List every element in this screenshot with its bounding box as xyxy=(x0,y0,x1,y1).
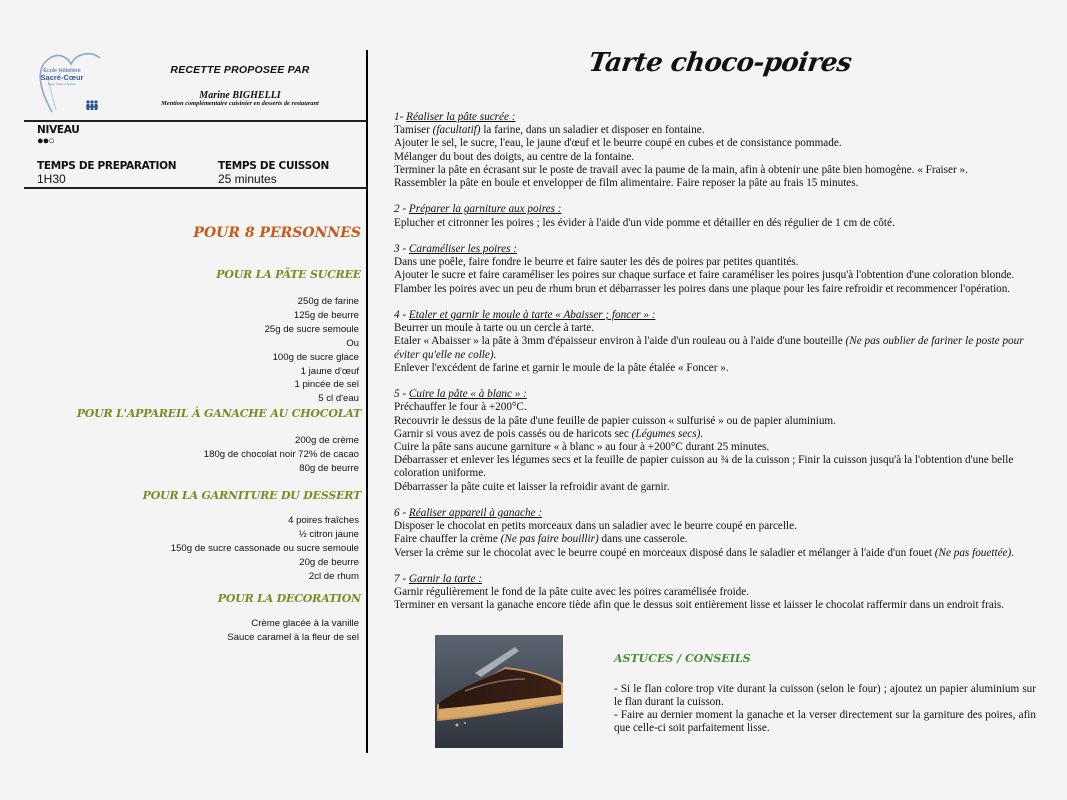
ingredient-item: 200g de crème xyxy=(295,435,359,446)
ingredient-list-decoration xyxy=(227,617,359,645)
step-number: 6 - xyxy=(394,507,407,520)
ingredient-item: 5 cl d'eau xyxy=(318,393,359,405)
author-name: Marine BIGHELLI xyxy=(199,90,281,101)
step-text: Beurrer un moule à tarte ou un cercle à tarte. xyxy=(394,322,595,335)
ingredient-item: 1 jaune d'œuf xyxy=(300,365,359,377)
step-line xyxy=(394,520,1049,533)
recipe-steps xyxy=(394,111,1049,626)
recipe-step xyxy=(394,243,1049,296)
prep-time-label: TEMPS DE PREPARATION xyxy=(37,160,177,172)
logo-line1: École Hôtelière xyxy=(43,68,81,74)
recipe-step xyxy=(394,111,1049,190)
step-number: 5 - xyxy=(394,388,407,401)
step-text: Ajouter le sucre et faire caraméliser les poires sur chaque surface et faire caraméliser les poires jusqu'à l'obtention d'une coloration blonde. xyxy=(394,269,1015,282)
step-text: Verser la crème sur le chocolat avec le beurre coupé en morceaux disposé dans le saladier et mélanger à l'aide d'un fouet xyxy=(394,546,935,559)
step-number: 4 - xyxy=(394,309,407,321)
cook-time-value: 25 minutes xyxy=(218,172,277,186)
step-text: Dans une poêle, faire fondre le beurre et faire sauter les dés de poires par petites quantités. xyxy=(394,256,799,269)
ingredient-item: Ou xyxy=(346,337,359,349)
logo-line2: Sacré-Cœur xyxy=(40,73,84,82)
step-note: (Ne pas faire bouillir) xyxy=(500,533,599,546)
step-text: Flamber les poires avec un peu de rhum brun et débarrasser les poires dans une plaque pour les faire refroidir et recommencer l'opération. xyxy=(394,282,1011,295)
tip-item: - Si le flan colore trop vite durant la cuisson (selon le four) ; ajoutez un papier aluminium sur le flan durant la cuisson. xyxy=(614,683,1036,708)
step-line xyxy=(394,599,1049,612)
step-line xyxy=(394,586,1049,599)
step-line xyxy=(394,415,1049,428)
step-line xyxy=(394,217,1049,230)
step-note: (Ne pas fouettée). xyxy=(934,546,1015,559)
step-title xyxy=(394,573,1049,586)
tart-photo-image xyxy=(435,635,563,748)
step-text: Garnir si vous avez de pois cassés ou de haricots sec xyxy=(394,427,632,440)
ingredient-item: 250g de farine xyxy=(297,296,359,307)
people-icon xyxy=(86,100,98,110)
prep-time-value: 1H30 xyxy=(37,172,66,186)
step-number: 1- xyxy=(394,111,404,123)
step-line xyxy=(394,547,1049,560)
ingredient-item: 1 pincée de sel xyxy=(294,379,359,391)
step-text: Eplucher et citronner les poires ; les évider à l'aide d'un vide pomme et détailler en dés régulier de 1 cm de côté. xyxy=(394,216,895,229)
step-number: 2 - xyxy=(394,203,407,216)
step-title xyxy=(394,243,1049,256)
recipe-step xyxy=(394,388,1049,494)
level-rating-icon: ●●○ xyxy=(37,135,54,147)
step-line xyxy=(394,269,1049,282)
step-text: Cuire la pâte sans aucune garniture « à blanc » au four à +200°C durant 25 minutes. xyxy=(394,441,770,454)
ingredient-item: 2cl de rhum xyxy=(308,570,359,582)
ingredient-item: Sauce caramel à la fleur de sel xyxy=(227,631,359,643)
ingredient-item: 150g de sucre cassonade ou sucre semoule xyxy=(170,542,359,554)
step-text: la farine, dans un saladier et disposer en fontaine. xyxy=(480,124,705,137)
step-title xyxy=(394,388,1049,401)
cook-time-label: TEMPS DE CUISSON xyxy=(218,160,329,172)
meta-divider xyxy=(24,187,367,189)
servings-heading: POUR 8 PERSONNES xyxy=(193,225,361,241)
step-title xyxy=(394,309,1049,322)
step-line xyxy=(394,322,1049,335)
ingredient-list-ganache xyxy=(204,434,359,476)
step-line xyxy=(394,151,1049,164)
section-title-garniture: POUR LA GARNITURE DU DESSERT xyxy=(142,489,361,502)
step-title-text: Caraméliser les poires : xyxy=(408,243,517,255)
step-line xyxy=(394,481,1049,494)
step-title-text: Préparer la garniture aux poires : xyxy=(408,203,562,216)
ingredient-item: 4 poires fraîches xyxy=(288,515,359,526)
section-title-decoration: POUR LA DECORATION xyxy=(217,592,361,605)
header-divider xyxy=(24,120,367,122)
level-label: NIVEAU xyxy=(37,124,80,136)
step-line xyxy=(394,164,1049,177)
step-text: dans une casserole. xyxy=(598,533,688,546)
step-number: 3 - xyxy=(394,243,407,255)
ingredient-item: 180g de chocolat noir 72% de cacao xyxy=(203,448,359,460)
step-text: Terminer en versant la ganache encore tiède afin que le dessus soit entièrement lisse et laisser le chocolat raffermir dans un endroit frais. xyxy=(394,599,1005,612)
ingredient-list-garniture xyxy=(171,514,359,584)
recipe-step xyxy=(394,507,1049,560)
step-title xyxy=(394,507,1049,520)
step-text: Tamiser xyxy=(394,124,433,137)
step-number: 7 - xyxy=(394,573,407,586)
step-text: Mélanger du bout des doigts, au centre de la fontaine. xyxy=(394,150,635,163)
section-title-pate-sucree: POUR LA PÂTE SUCREE xyxy=(216,268,361,281)
ingredient-item: 125g de beurre xyxy=(293,309,359,321)
ingredient-item: Crème glacée à la vanille xyxy=(251,618,359,629)
tip-item: - Faire au dernier moment la ganache et la verser directement sur la garniture des poires, afin que celle-ci soit parfaitement lisse. xyxy=(614,709,1036,734)
step-title xyxy=(394,203,1049,216)
recipe-step xyxy=(394,203,1049,229)
step-title xyxy=(394,111,1049,124)
ingredient-item: ½ citron jaune xyxy=(298,528,359,540)
step-note: (facultatif) xyxy=(432,124,481,137)
step-line xyxy=(394,428,1049,441)
tips-list xyxy=(614,683,1036,735)
step-title-text: Etaler et garnir le moule à tarte « Abaisser ; foncer » : xyxy=(408,309,656,321)
step-text: Rassembler la pâte en boule et envelopper de film alimentaire. Faire reposer la pâte au frais 15 minutes. xyxy=(394,177,859,190)
ingredient-item: 80g de beurre xyxy=(299,462,359,474)
step-line xyxy=(394,137,1049,150)
ingredient-item: 20g de beurre xyxy=(299,556,359,568)
step-text: Garnir régulièrement le fond de la pâte cuite avec les poires caramélisée froide. xyxy=(394,586,750,599)
step-text: Disposer le chocolat en petits morceaux dans un saladier avec le beurre coupé en parcelle. xyxy=(394,520,797,533)
author-mention: Mention complémentaire cuisinier en desserts de restaurant xyxy=(161,100,319,107)
step-title-text: Garnir la tarte : xyxy=(408,573,482,586)
school-logo xyxy=(36,50,106,118)
step-line xyxy=(394,124,1049,137)
step-line xyxy=(394,454,1049,480)
step-text: Préchauffer le four à +200°C. xyxy=(394,401,527,414)
heart-logo-icon xyxy=(36,50,106,118)
step-line xyxy=(394,441,1049,454)
recipe-step xyxy=(394,573,1049,613)
step-line xyxy=(394,533,1049,546)
step-line xyxy=(394,401,1049,414)
step-text: Débarrasser et enlever les légumes secs et la feuille de papier cuisson au ¾ de la cuisson ; Finir la cuisson jusqu'à la l'obtention d'une belle coloration uniforme. xyxy=(394,454,1014,480)
logo-line3: Saint Chély d'Apcher xyxy=(48,82,76,86)
step-title-text: Réaliser la pâte sucrée : xyxy=(406,111,516,123)
step-title-text: Cuire la pâte « à blanc » : xyxy=(408,388,527,401)
step-text: Recouvrir le dessus de la pâte d'une feuille de papier cuisson « sulfurisé » ou de papier aluminium. xyxy=(394,414,836,427)
step-text: Etaler « Abaisser » la pâte à 3mm d'épaisseur environ à l'aide d'un rouleau ou à l'aide d'une bouteille xyxy=(394,335,846,348)
step-line xyxy=(394,362,1049,375)
step-title-text: Réaliser appareil à ganache : xyxy=(408,507,543,520)
step-note: (Ne pas oublier de fariner le poste pour éviter qu'elle ne colle). xyxy=(394,335,1024,361)
proposed-by-label: RECETTE PROPOSEE PAR xyxy=(170,64,310,76)
step-line xyxy=(394,177,1049,190)
step-text: Enlever l'excédent de farine et garnir le moule de la pâte étalée « Foncer ». xyxy=(394,361,729,374)
tips-title: ASTUCES / CONSEILS xyxy=(614,652,751,665)
recipe-title: Tarte choco-poires xyxy=(586,48,854,78)
step-line xyxy=(394,283,1049,296)
step-text: Terminer la pâte en écrasant sur le poste de travail avec la paume de la main, afin à obtenir une pâte bien homogène. « Fraiser ». xyxy=(394,163,968,176)
ingredient-list-pate-sucree xyxy=(265,295,359,406)
step-text: Débarrasser la pâte cuite et laisser la refroidir avant de garnir. xyxy=(394,480,670,493)
tart-photo xyxy=(435,635,563,748)
column-divider xyxy=(366,50,368,753)
step-line xyxy=(394,256,1049,269)
section-title-ganache: POUR L'APPAREIL À GANACHE AU CHOCOLAT xyxy=(76,407,361,420)
step-text: Faire chauffer la crème xyxy=(394,533,501,546)
recipe-step xyxy=(394,309,1049,375)
step-text: Ajouter le sel, le sucre, l'eau, le jaune d'œuf et le beurre coupé en cubes et de consistance pommade. xyxy=(394,137,842,150)
ingredient-item: 100g de sucre glace xyxy=(272,351,359,363)
ingredient-item: 25g de sucre semoule xyxy=(264,323,359,335)
step-note: (Légumes secs). xyxy=(631,427,704,440)
step-line xyxy=(394,335,1049,361)
